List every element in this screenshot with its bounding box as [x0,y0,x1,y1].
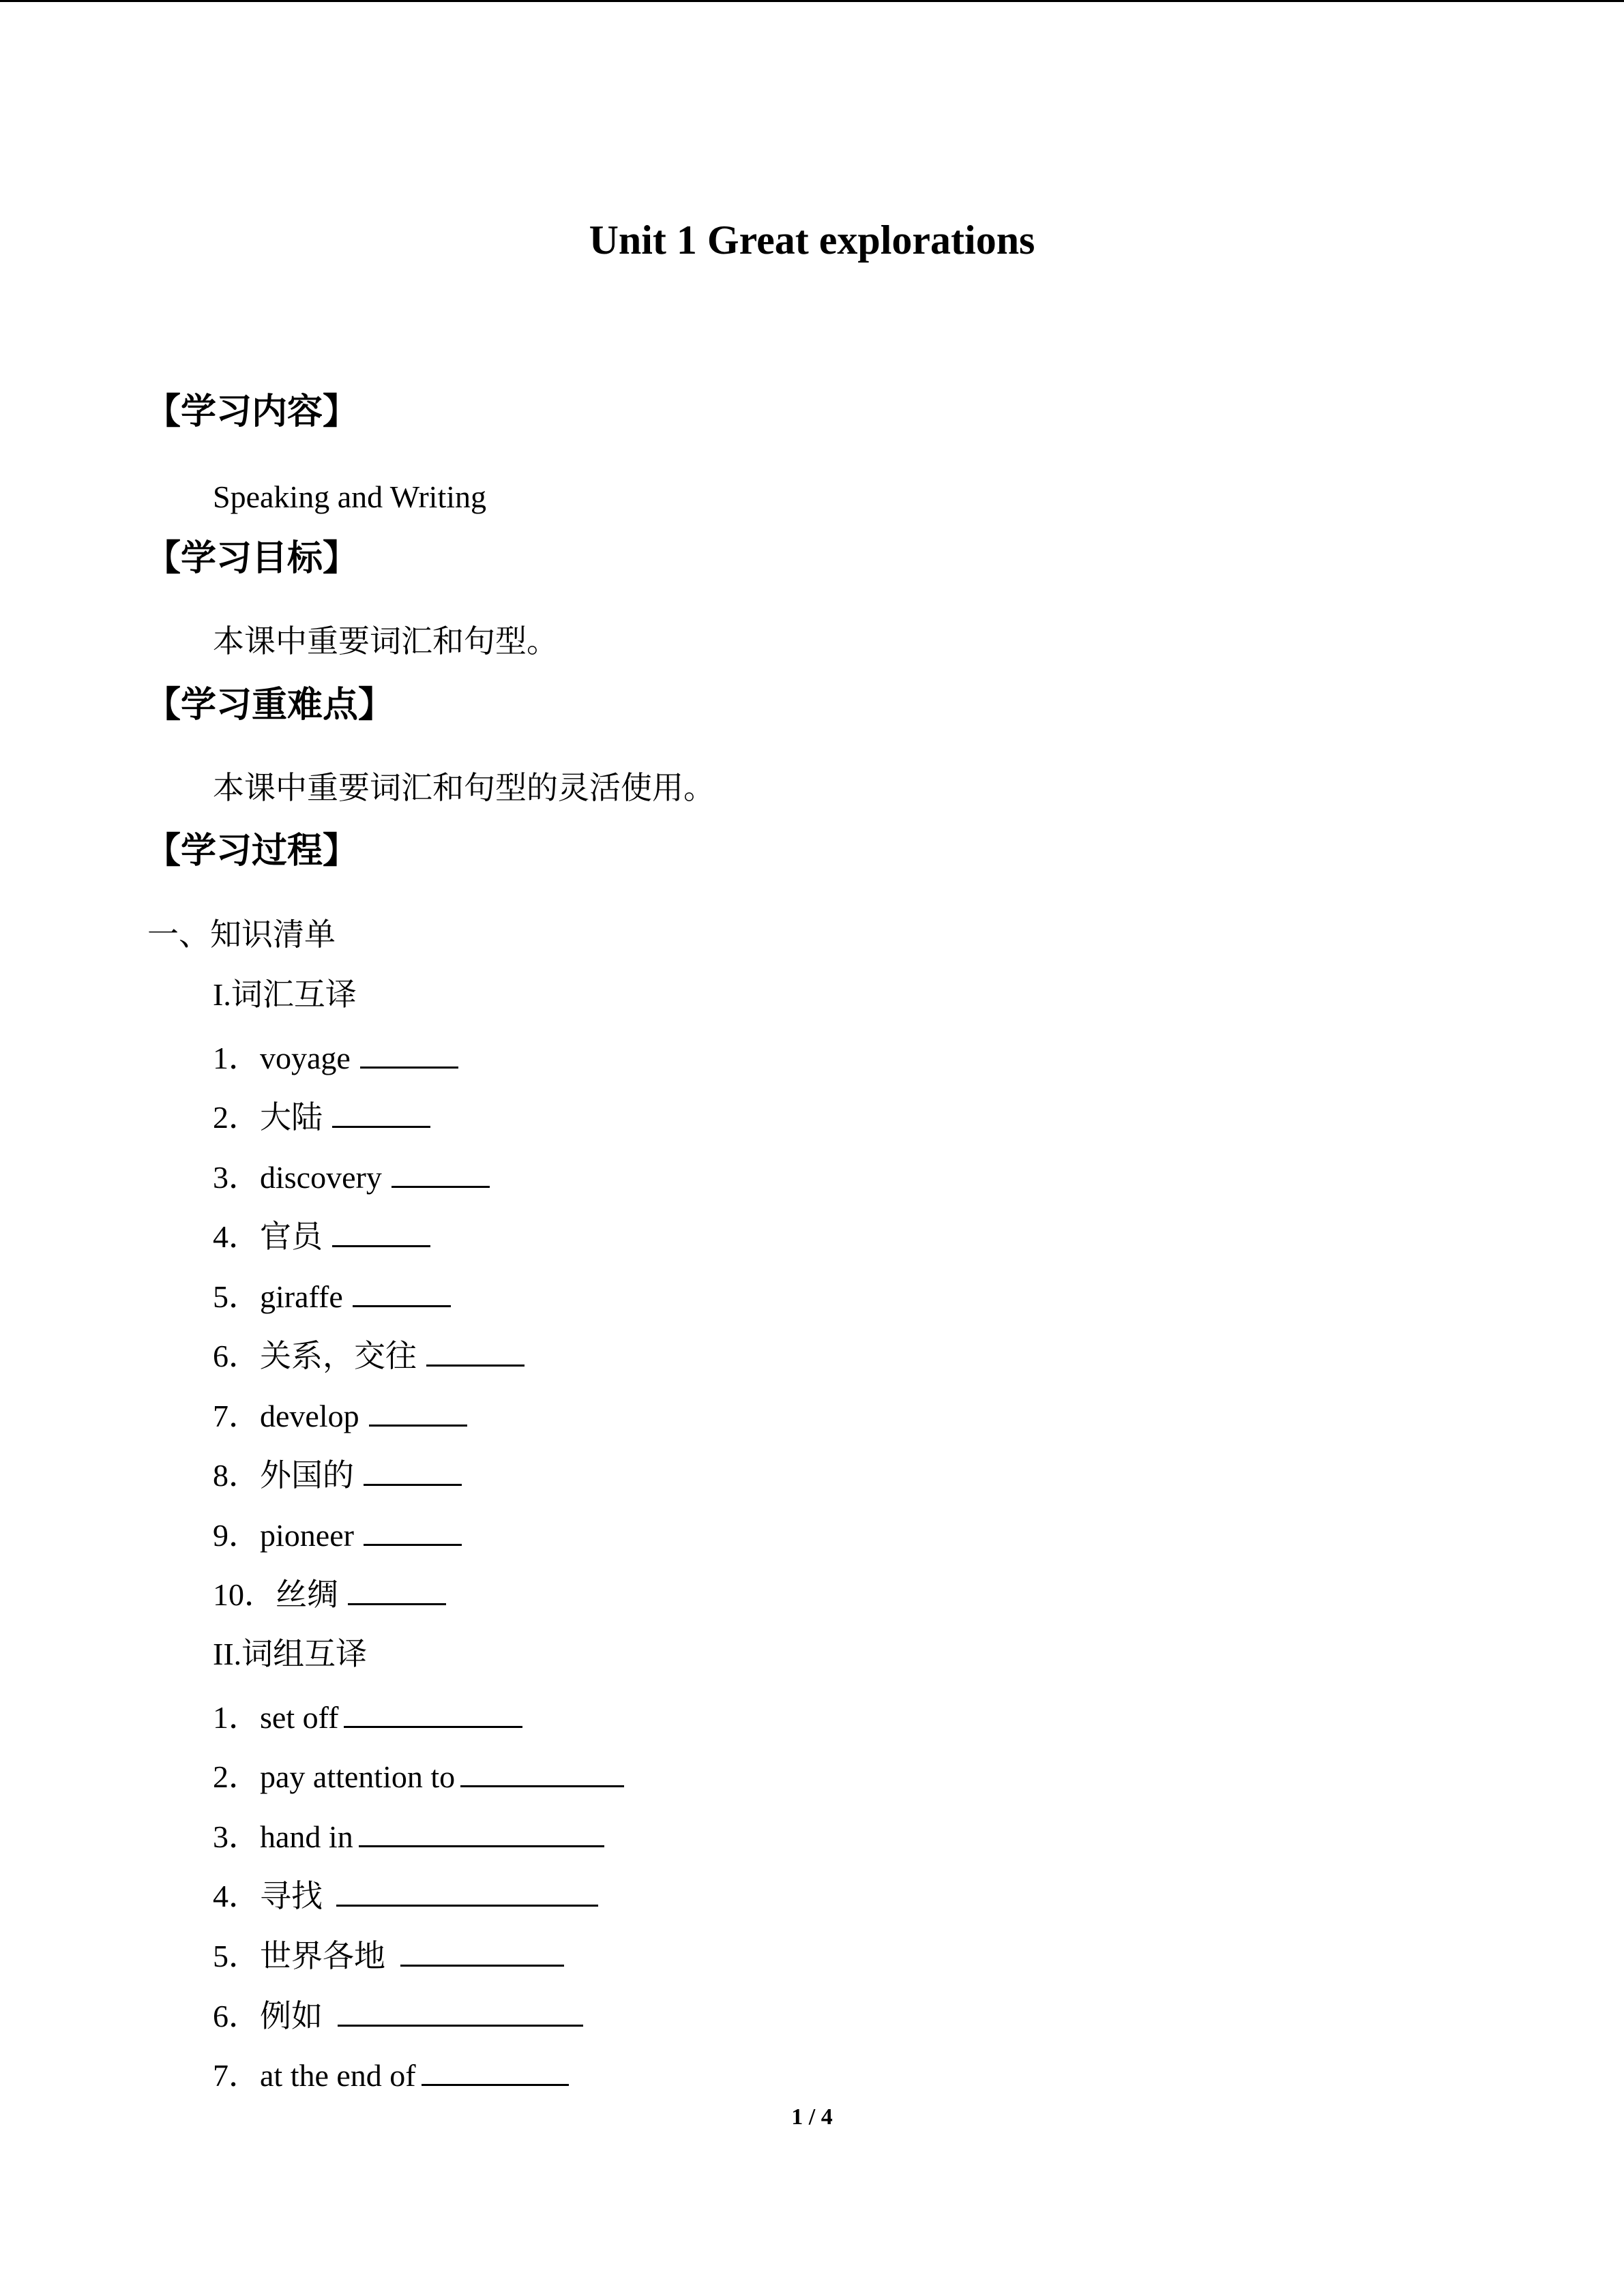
content-text: Speaking and Writing [213,479,487,514]
item-text: 寻找 [260,1879,323,1913]
item-number: 3． [213,1819,260,1854]
vocab-item [213,1457,462,1491]
item-number: 6． [213,1339,260,1373]
item-text: pay attention to [260,1759,456,1794]
item-text: at the end of [260,2058,416,2093]
answer-blank[interactable] [353,1278,451,1307]
vocab-item [213,1218,430,1253]
item-text: 例如 [260,1999,323,2033]
vocab-item [213,1337,525,1372]
answer-blank[interactable] [332,1099,430,1128]
item-text: 大陆 [260,1100,323,1135]
item-number: 1． [213,1041,260,1075]
item-number: 6． [213,1999,260,2033]
item-number: 10． [213,1577,276,1612]
answer-blank[interactable] [460,1758,624,1787]
item-text: pioneer [260,1518,354,1553]
item-number: 4． [213,1879,260,1913]
goal-text: 本课中重要词汇和句型。 [213,624,558,659]
item-text: 外国的 [260,1458,354,1493]
answer-blank[interactable] [369,1397,467,1427]
answer-blank[interactable] [336,1877,598,1907]
item-text: discovery [260,1160,382,1195]
vocab-item [213,1517,462,1551]
vocab-item [213,1099,430,1133]
heading-process: 【学习过程】 [145,831,359,871]
item-number: 4． [213,1219,260,1254]
item-text: hand in [260,1819,353,1854]
item-number: 1． [213,1700,260,1735]
phrase-item [213,1818,604,1853]
vocab-item [213,1159,490,1193]
vocab-item [213,1278,451,1313]
item-number: 7． [213,1399,260,1433]
answer-blank[interactable] [426,1337,525,1367]
answer-blank[interactable] [332,1218,430,1247]
item-number: 3． [213,1160,260,1195]
answer-blank[interactable] [360,1039,458,1069]
vocab-item [213,1039,458,1074]
item-text: voyage [260,1041,351,1075]
item-text: set off [260,1700,339,1735]
phrases-label: II.词组互译 [213,1637,368,1671]
answer-blank[interactable] [364,1517,462,1546]
vocab-item [213,1397,467,1432]
answer-blank[interactable] [422,2057,569,2086]
item-number: 7． [213,2058,260,2093]
item-text: 丝绸 [276,1577,338,1612]
heading-content: 【学习内容】 [145,391,359,432]
top-border [0,0,1624,2]
heading-goal: 【学习目标】 [145,538,359,579]
phrase-item [213,1997,583,2032]
item-text: 关系，交往 [260,1339,417,1373]
item-text: develop [260,1399,359,1433]
part1-label: 一、知识清单 [147,917,336,952]
answer-blank[interactable] [338,1997,583,2027]
page-title: Unit 1 Great explorations [589,218,1035,263]
phrase-item [213,1758,624,1793]
item-text: giraffe [260,1279,343,1314]
answer-blank[interactable] [364,1457,462,1486]
vocab-label: I.词汇互译 [213,977,357,1012]
heading-key-points: 【学习重难点】 [145,685,394,726]
item-number: 9． [213,1518,260,1553]
answer-blank[interactable] [348,1576,446,1605]
key-points-text: 本课中重要词汇和句型的灵活使用。 [213,771,715,805]
answer-blank[interactable] [359,1818,604,1847]
phrase-item [213,1699,522,1733]
page-number: 1 / 4 [791,2104,833,2130]
vocab-item [213,1576,446,1611]
phrase-item [213,1877,598,1912]
answer-blank[interactable] [344,1699,522,1728]
answer-blank[interactable] [400,1937,564,1967]
item-text: 官员 [260,1219,323,1254]
answer-blank[interactable] [392,1159,490,1188]
item-text: 世界各地 [260,1939,385,1973]
phrase-item [213,1937,564,1972]
item-number: 2． [213,1759,260,1794]
item-number: 5． [213,1279,260,1314]
item-number: 2． [213,1100,260,1135]
item-number: 8． [213,1458,260,1493]
item-number: 5． [213,1939,260,1973]
phrase-item [213,2057,569,2091]
